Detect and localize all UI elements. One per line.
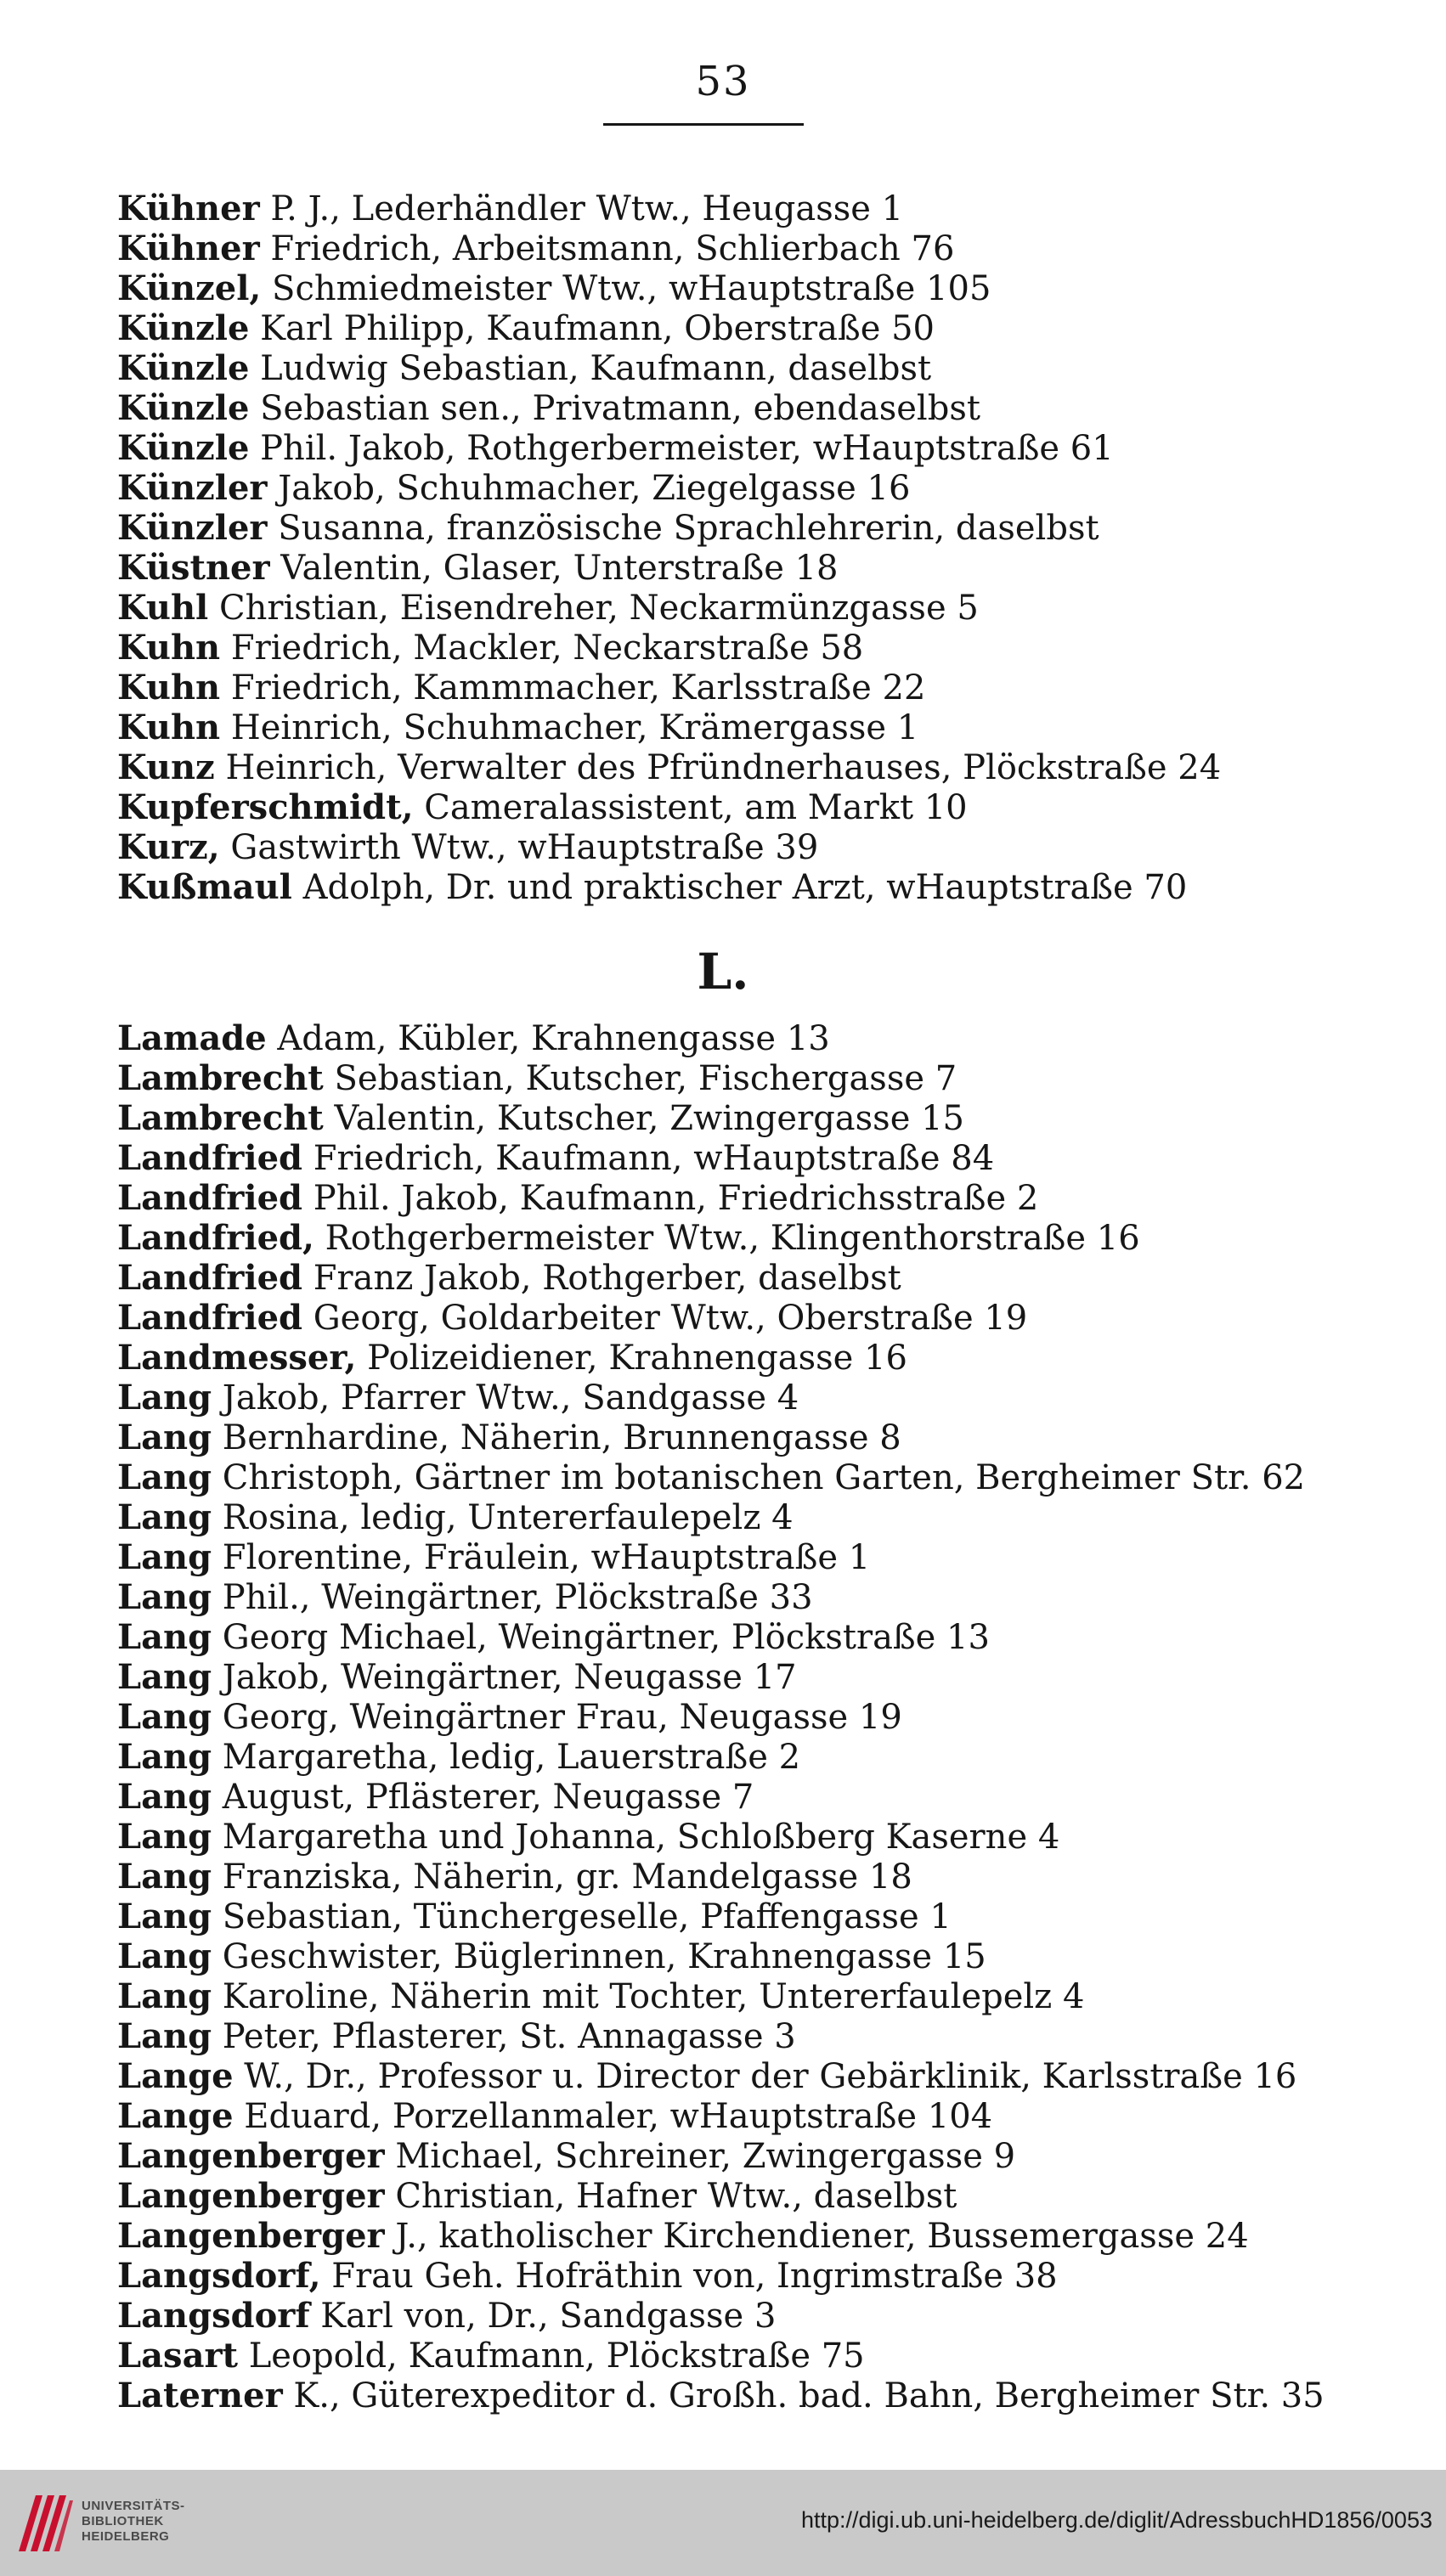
entry-details: Adam, Kübler, Krahnengasse 13 <box>266 1019 830 1058</box>
page-number: 53 <box>695 58 751 105</box>
entry-surname: Langenberger <box>117 2176 385 2216</box>
entry-details: Gastwirth Wtw., wHauptstraße 39 <box>219 828 819 867</box>
entry-surname: Lambrecht <box>117 1098 324 1138</box>
entry-surname: Lang <box>117 1457 212 1497</box>
entry-surname: Langsdorf, <box>117 2256 321 2296</box>
entry-details: Schmiedmeister Wtw., wHauptstraße 105 <box>261 269 991 308</box>
entry-details: Peter, Pflasterer, St. Annagasse 3 <box>212 2017 796 2056</box>
entry-surname: Lang <box>117 1897 212 1936</box>
footer-bar <box>0 2470 1446 2576</box>
entry-details: Georg, Goldarbeiter Wtw., Oberstraße 19 <box>302 1299 1028 1338</box>
entry-details: August, Pflästerer, Neugasse 7 <box>212 1778 754 1817</box>
entry-surname: Lang <box>117 1857 212 1897</box>
directory-entry <box>117 1457 1341 1497</box>
entry-details: Franz Jakob, Rothgerber, daselbst <box>302 1259 901 1298</box>
entry-details: Jakob, Weingärtner, Neugasse 17 <box>212 1658 797 1697</box>
entry-surname: Lang <box>117 1657 212 1697</box>
entry-surname: Landfried, <box>117 1218 314 1258</box>
entry-surname: Landfried <box>117 1298 302 1338</box>
entry-details: Margaretha und Johanna, Schloßberg Kaserne 4 <box>212 1818 1060 1857</box>
directory-entry <box>117 1218 1341 1258</box>
entry-details: Phil. Jakob, Kaufmann, Friedrichsstraße 2 <box>302 1179 1039 1218</box>
entry-details: Polizeidiener, Krahnengasse 16 <box>356 1339 907 1378</box>
directory-entry <box>117 1577 1341 1617</box>
directory-entry <box>117 189 1341 228</box>
directory-entry <box>117 2336 1341 2376</box>
directory-entry <box>117 348 1341 388</box>
entry-surname: Lang <box>117 1418 212 1457</box>
entry-surname: Lang <box>117 1617 212 1657</box>
entry-details: Leopold, Kaufmann, Plöckstraße 75 <box>238 2336 865 2376</box>
entry-details: Karoline, Näherin mit Tochter, Untererfaulepelz 4 <box>212 1977 1085 2016</box>
directory-entry <box>117 2096 1341 2136</box>
directory-entry <box>117 2376 1341 2415</box>
entry-surname: Langenberger <box>117 2216 385 2256</box>
entry-details: Florentine, Fräulein, wHauptstraße 1 <box>212 1538 871 1577</box>
entry-details: Jakob, Schuhmacher, Ziegelgasse 16 <box>267 469 911 508</box>
directory-entry <box>117 1378 1341 1418</box>
entry-surname: Künzler <box>117 508 268 548</box>
entry-surname: Lang <box>117 1697 212 1737</box>
entry-surname: Lambrecht <box>117 1058 324 1098</box>
directory-entry <box>117 548 1341 588</box>
entry-details: Friedrich, Arbeitsmann, Schlierbach 76 <box>259 229 955 268</box>
entry-surname: Landfried <box>117 1138 302 1178</box>
directory-entry <box>117 2136 1341 2176</box>
directory-entry <box>117 2256 1341 2296</box>
directory-entry <box>117 508 1341 548</box>
entry-details: Sebastian, Tünchergeselle, Pfaffengasse 1 <box>212 1897 952 1936</box>
entry-surname: Laterner <box>117 2376 283 2415</box>
logo-line: UNIVERSITÄTS- <box>82 2499 185 2513</box>
entry-details: Christian, Eisendreher, Neckarmünzgasse 5 <box>208 589 979 628</box>
directory-entry <box>117 1657 1341 1697</box>
directory-entry <box>117 1737 1341 1777</box>
entry-surname: Lang <box>117 1777 212 1817</box>
entry-surname: Langenberger <box>117 2136 385 2176</box>
entry-details: Michael, Schreiner, Zwingergasse 9 <box>384 2137 1016 2176</box>
entry-surname: Lang <box>117 1936 212 1976</box>
directory-entry <box>117 1817 1341 1857</box>
entry-details: W., Dr., Professor u. Director der Gebärklinik, Karlsstraße 16 <box>233 2057 1297 2096</box>
entry-surname: Lasart <box>117 2336 239 2376</box>
directory-entry <box>117 468 1341 508</box>
directory-entry <box>117 1338 1341 1378</box>
directory-entry <box>117 1418 1341 1457</box>
entry-surname: Landfried <box>117 1178 302 1218</box>
source-url-link[interactable]: http://digi.ub.uni-heidelberg.de/diglit/AdressbuchHD1856/0053 <box>800 2507 1432 2533</box>
entry-details: Sebastian, Kutscher, Fischergasse 7 <box>323 1059 957 1098</box>
entry-details: Christoph, Gärtner im botanischen Garten, Bergheimer Str. 62 <box>212 1458 1306 1497</box>
entry-surname: Kurz, <box>117 827 220 867</box>
header-rule <box>603 123 804 126</box>
logo-line: HEIDELBERG <box>82 2529 170 2544</box>
directory-entry <box>117 707 1341 747</box>
entry-surname: Lang <box>117 1976 212 2016</box>
directory-entry <box>117 668 1341 707</box>
entry-details: Franziska, Näherin, gr. Mandelgasse 18 <box>212 1857 912 1897</box>
directory-entry <box>117 388 1341 428</box>
entry-surname: Kuhn <box>117 628 221 668</box>
entry-details: Frau Geh. Hofräthin von, Ingrimstraße 38 <box>320 2257 1058 2296</box>
entry-surname: Künzle <box>117 388 250 428</box>
entry-surname: Kühner <box>117 189 260 228</box>
entry-surname: Landmesser, <box>117 1338 357 1378</box>
entry-surname: Lang <box>117 1497 212 1537</box>
entry-details: Friedrich, Mackler, Neckarstraße 58 <box>220 628 864 668</box>
entry-surname: Künzle <box>117 428 250 468</box>
entry-surname: Kußmaul <box>117 867 292 907</box>
directory-entry <box>117 2176 1341 2216</box>
directory-entry <box>117 1178 1341 1218</box>
entry-details: Ludwig Sebastian, Kaufmann, daselbst <box>249 349 932 388</box>
entry-details: Georg, Weingärtner Frau, Neugasse 19 <box>212 1698 902 1737</box>
directory-entry <box>117 1497 1341 1537</box>
entry-surname: Lang <box>117 1737 212 1777</box>
entry-details: Heinrich, Verwalter des Pfründnerhauses, Plöckstraße 24 <box>214 748 1222 787</box>
entry-surname: Kupferschmidt, <box>117 787 414 827</box>
entry-surname: Lang <box>117 1817 212 1857</box>
entry-details: Margaretha, ledig, Lauerstraße 2 <box>212 1738 801 1777</box>
entry-surname: Kunz <box>117 747 215 787</box>
entry-details: Valentin, Glaser, Unterstraße 18 <box>269 549 839 588</box>
entry-details: K., Güterexpeditor d. Großh. bad. Bahn, Bergheimer Str. 35 <box>282 2376 1325 2415</box>
directory-entry <box>117 1258 1341 1298</box>
entry-details: Geschwister, Büglerinnen, Krahnengasse 15 <box>212 1937 986 1976</box>
entry-surname: Lang <box>117 2016 212 2056</box>
directory-entry <box>117 1697 1341 1737</box>
directory-entry <box>117 747 1341 787</box>
logo-line: BIBLIOTHEK <box>82 2514 164 2528</box>
directory-entry <box>117 1617 1341 1657</box>
directory-entry <box>117 787 1341 827</box>
entry-details: J., katholischer Kirchendiener, Bussemergasse 24 <box>384 2217 1249 2256</box>
directory-entry <box>117 1058 1341 1098</box>
entry-details: Eduard, Porzellanmaler, wHauptstraße 104 <box>233 2097 993 2136</box>
library-logo-text <box>82 2499 185 2545</box>
entry-surname: Kuhl <box>117 588 209 628</box>
entry-details: P. J., Lederhändler Wtw., Heugasse 1 <box>259 189 904 228</box>
entry-surname: Lamade <box>117 1018 267 1058</box>
directory-entry <box>117 1138 1341 1178</box>
entry-surname: Künzle <box>117 348 250 388</box>
entry-surname: Lang <box>117 1378 212 1418</box>
entry-details: Karl Philipp, Kaufmann, Oberstraße 50 <box>249 309 935 348</box>
entry-surname: Künzler <box>117 468 268 508</box>
entry-details: Rothgerbermeister Wtw., Klingenthorstraße 16 <box>313 1219 1140 1258</box>
entry-surname: Langsdorf <box>117 2296 310 2336</box>
entries-l-list <box>117 1018 1341 2415</box>
entry-surname: Küstner <box>117 548 270 588</box>
directory-entry <box>117 1298 1341 1338</box>
entry-surname: Lange <box>117 2096 234 2136</box>
entry-details: Christian, Hafner Wtw., daselbst <box>384 2177 957 2216</box>
directory-entry <box>117 1018 1341 1058</box>
entry-surname: Kuhn <box>117 707 221 747</box>
directory-entry <box>117 1857 1341 1897</box>
directory-entry <box>117 1936 1341 1976</box>
directory-entry <box>117 2016 1341 2056</box>
entry-details: Heinrich, Schuhmacher, Krämergasse 1 <box>220 708 919 747</box>
directory-entry <box>117 827 1341 867</box>
entry-details: Phil. Jakob, Rothgerbermeister, wHauptstraße 61 <box>249 429 1114 468</box>
entry-details: Sebastian sen., Privatmann, ebendaselbst <box>249 389 980 428</box>
directory-entry <box>117 1537 1341 1577</box>
directory-entry <box>117 1976 1341 2016</box>
entry-surname: Landfried <box>117 1258 302 1298</box>
entry-details: Cameralassistent, am Markt 10 <box>413 788 968 827</box>
entries-k-list <box>117 189 1341 907</box>
entry-details: Valentin, Kutscher, Zwingergasse 15 <box>323 1099 964 1138</box>
entry-details: Phil., Weingärtner, Plöckstraße 33 <box>212 1578 813 1617</box>
entry-details: Friedrich, Kammmacher, Karlsstraße 22 <box>220 668 926 707</box>
entry-surname: Kuhn <box>117 668 221 707</box>
directory-entry <box>117 2296 1341 2336</box>
entry-surname: Künzle <box>117 308 250 348</box>
entry-details: Karl von, Dr., Sandgasse 3 <box>309 2297 777 2336</box>
entry-surname: Lang <box>117 1537 212 1577</box>
section-heading-l: L. <box>697 943 749 1001</box>
directory-entry <box>117 428 1341 468</box>
entry-details: Bernhardine, Näherin, Brunnengasse 8 <box>212 1418 901 1457</box>
entry-details: Rosina, ledig, Untererfaulepelz 4 <box>212 1498 794 1537</box>
university-library-logo-icon <box>14 2489 75 2556</box>
entry-surname: Kühner <box>117 228 260 268</box>
directory-entry <box>117 628 1341 668</box>
entry-details: Adolph, Dr. und praktischer Arzt, wHauptstraße 70 <box>291 868 1188 907</box>
entry-surname: Lang <box>117 1577 212 1617</box>
directory-entry <box>117 1098 1341 1138</box>
directory-entry <box>117 1897 1341 1936</box>
directory-entry <box>117 588 1341 628</box>
entry-details: Susanna, französische Sprachlehrerin, daselbst <box>267 509 1099 548</box>
entry-details: Friedrich, Kaufmann, wHauptstraße 84 <box>302 1139 995 1178</box>
directory-entry <box>117 867 1341 907</box>
entry-details: Georg Michael, Weingärtner, Plöckstraße 13 <box>212 1618 990 1657</box>
entry-surname: Lange <box>117 2056 234 2096</box>
directory-entry <box>117 268 1341 308</box>
entry-details: Jakob, Pfarrer Wtw., Sandgasse 4 <box>212 1378 799 1418</box>
directory-entry <box>117 228 1341 268</box>
entry-surname: Künzel, <box>117 268 262 308</box>
directory-entry <box>117 1777 1341 1817</box>
directory-entry <box>117 308 1341 348</box>
directory-entry <box>117 2216 1341 2256</box>
directory-entry <box>117 2056 1341 2096</box>
